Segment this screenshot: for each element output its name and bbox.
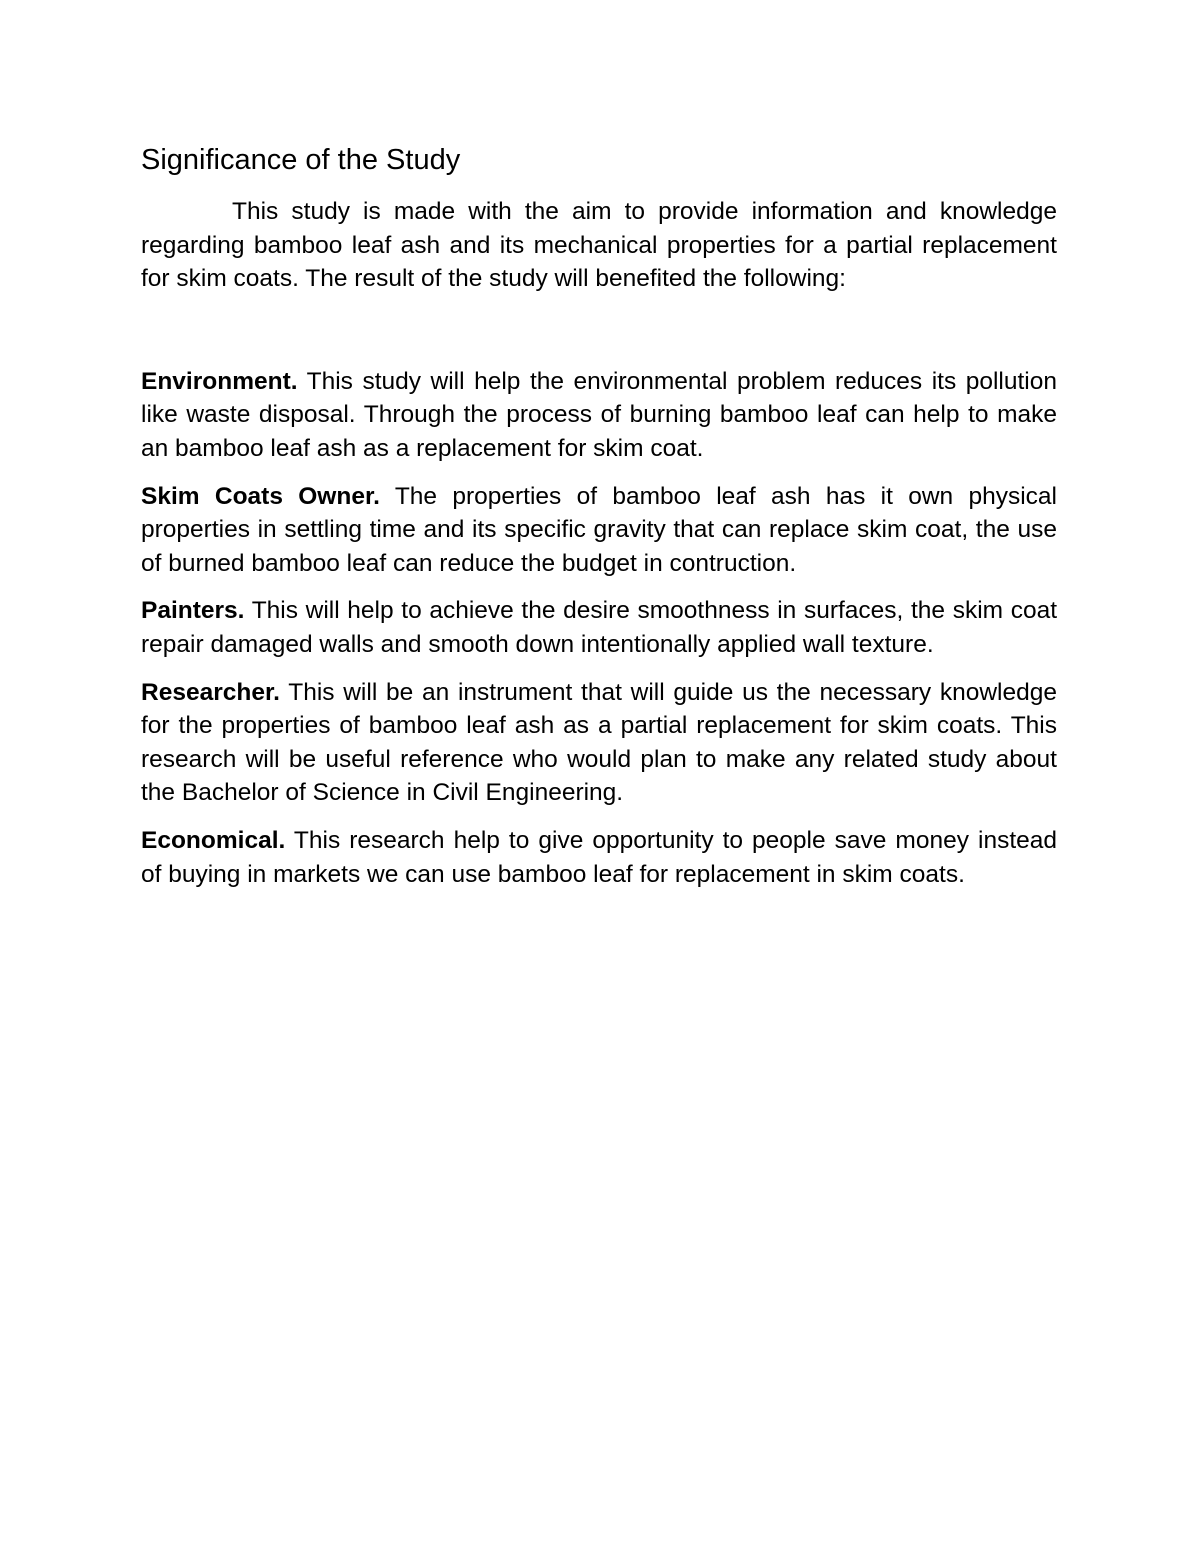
beneficiary-description: The properties of bamboo leaf ash has it own physical properties in settling time and its specific gravity that can replace skim coat, the use of burned bamboo leaf can reduce the budget in contruction. [141,482,1057,577]
beneficiary-term: Researcher. [141,678,280,706]
beneficiary-term: Skim Coats Owner. [141,482,380,510]
page-title: Significance of the Study [141,144,461,176]
document-page [141,140,1057,905]
beneficiary-description: This will be an instrument that will guide us the necessary knowledge for the properties of bamboo leaf ash as a partial replacement for skim coats. This research will be useful reference who would plan to make any related study about the Bachelor of Science in Civil Engineering. [141,678,1057,807]
beneficiary-description: This will help to achieve the desire smoothness in surfaces, the skim coat repair damaged walls and smooth down intentionally applied wall texture. [141,597,1057,658]
intro-paragraph: This study is made with the aim to provide information and knowledge regarding bamboo leaf ash and its mechanical properties for a partial replacement for skim coats. The result of the study will benefited the following: [141,198,1057,293]
beneficiary-description: This research help to give opportunity to people save money instead of buying in markets we can use bamboo leaf for replacement in skim coats. [141,826,1057,888]
beneficiary-term: Environment. [141,367,298,395]
beneficiaries-list [141,365,1057,891]
beneficiary-skim-coats-owner [141,480,1057,581]
beneficiary-term: Economical. [141,826,286,854]
beneficiary-description: This study will help the environmental problem reduces its pollution like waste disposal. Through the process of burning bamboo leaf can help to make an bamboo leaf ash as a replacement for skim coat. [141,367,1057,462]
beneficiary-economical [141,824,1057,891]
beneficiary-researcher [141,676,1057,810]
beneficiary-painters [141,594,1057,661]
beneficiary-term: Painters. [141,597,245,625]
beneficiary-environment [141,365,1057,466]
